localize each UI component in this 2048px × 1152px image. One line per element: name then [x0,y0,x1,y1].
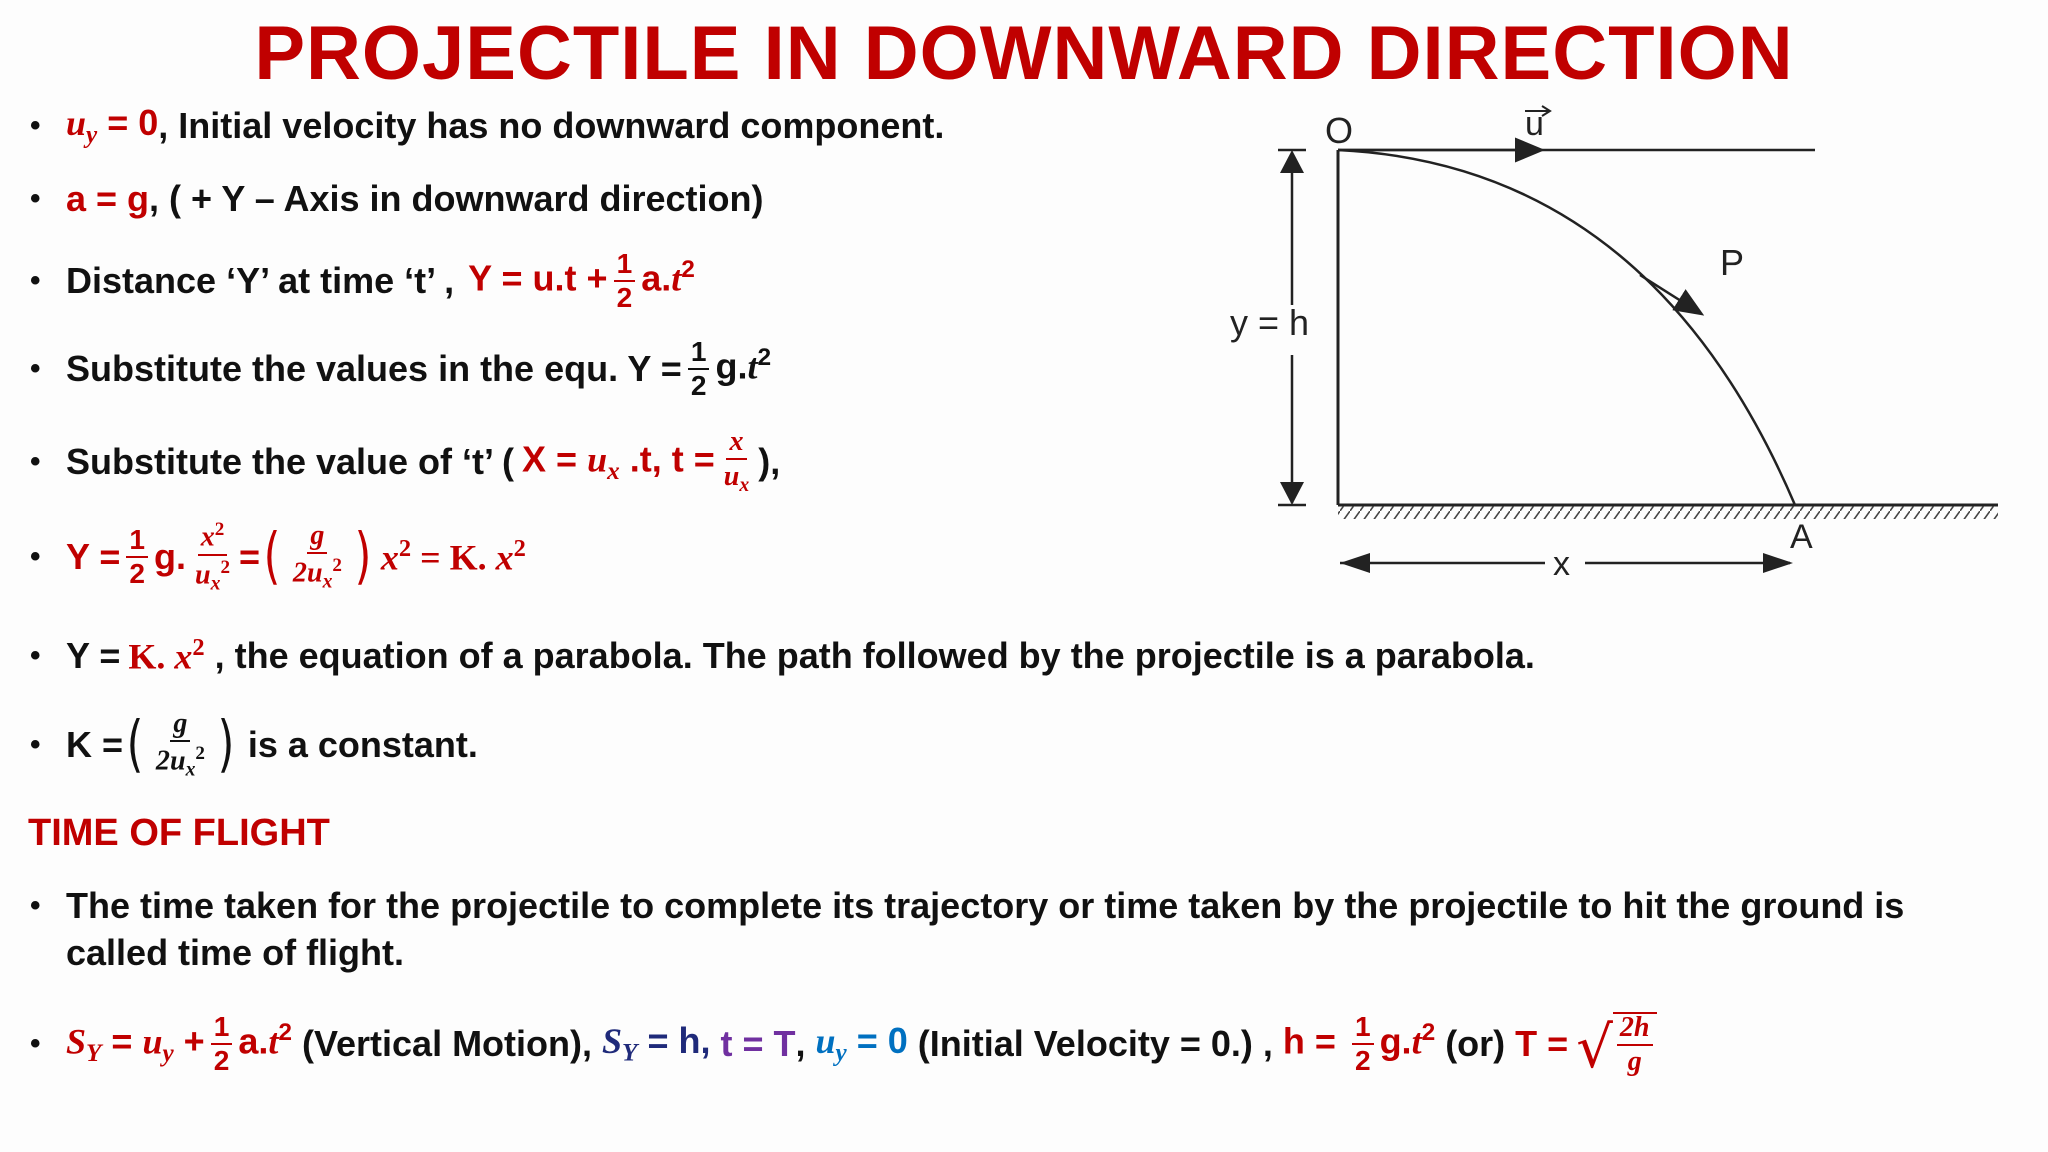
kx2: K. $x^2$ [128,634,205,677]
bullet-text: , the equation of a parabola. The path followed by the projectile is a parabola. [214,634,1535,676]
uy-zero-blue: $u_y = 0$ [815,1020,908,1067]
t-equals-T: t = T [720,1023,796,1065]
projectile-diagram [1200,105,2020,585]
bullet-distance [30,250,695,312]
bullet-icon: • [30,728,41,762]
trajectory-curve [1338,150,1795,505]
bullet-icon: • [30,539,41,573]
bullet-icon: • [30,182,41,215]
bullet-time-of-flight-formula: • $S_Y = u_y$ + $\frac{1}{2}$ $a.t^2$ (Vertical Motion), $S_Y = h$, t = T , $u_y = 0$ (Initial Velocity = 0.) , h = $\frac{1}{2}$ $g.t^2$ (or) T = √ $\frac{2h}{g}$ [30,1012,1657,1076]
section-heading: TIME OF FLIGHT [28,812,330,854]
T-equation: T = √ $\frac{2h}{g}$ [1515,1012,1656,1076]
page-title: PROJECTILE IN DOWNWARD DIRECTION [254,11,1794,96]
bullet-text: Substitute the value of ‘t’ ( [66,440,515,482]
bullet-icon: • [30,444,41,478]
bullet-icon: • [30,1027,41,1061]
t-equation: $X = u_x$ .t, t = $\frac{x}{u_x}$ [522,426,750,496]
y-label: Y = [66,634,121,676]
down-arrowhead [1280,482,1304,505]
label-u: u [1525,105,1544,143]
bullet-text: Substitute the values in the equ. Y = [66,348,682,390]
vertical-motion-text: (Vertical Motion), [291,1023,603,1065]
bullet-parabola [30,634,1535,677]
k-fraction: ( $\frac{g}{2u_x^2}$ ) [126,708,235,781]
ground-hatch [1338,506,1998,519]
bullet-substitute-t: • Substitute the value of ‘t’ ( $X = u_x$ .t, t = $\frac{x}{u_x}$ ), [30,426,781,496]
bullet-icon: • [30,638,41,672]
bullet-y-derivation [30,520,526,594]
sy-h: $S_Y = h$, [602,1020,721,1067]
trajectory-arrow [1640,275,1700,313]
bullet-acceleration [30,178,764,220]
h-equation: h = $\frac{1}{2}$ $g.t^2$ [1282,1011,1436,1077]
label-A: A [1790,518,1813,556]
y-equation: $\frac{1}{2}$ $g.t^2$ [682,338,771,400]
or-text: (or) [1435,1023,1516,1065]
distance-equation: Y = u.t + $\frac{1}{2}$ $a.t^2$ [468,248,695,314]
k-label: K = [66,724,124,766]
sy-equation: $S_Y = u_y$ + $\frac{1}{2}$ $a.t^2$ [66,1011,292,1077]
up-arrowhead [1280,150,1304,173]
bullet-constant [30,710,478,780]
time-of-flight-paragraph [30,882,2010,976]
label-y-h: y = h [1230,302,1310,343]
paragraph-text: The time taken for the projectile to complete its trajectory or time taken by the projectile to hit the ground is called time of flight. [66,885,1905,973]
bullet-text: , Initial velocity has no downward component. [158,104,945,146]
bullet-text: Distance ‘Y’ at time ‘t’ , [66,260,455,302]
label-x: x [1553,545,1570,583]
bullet-icon: • [30,889,41,922]
bullet-text: is a constant. [247,724,478,766]
bullet-icon: • [30,108,41,142]
label-P: P [1720,242,1745,283]
uy-zero: $u_y = 0$ [66,102,159,149]
a-equals-g: a = g [66,178,150,219]
bullet-icon: • [30,264,41,298]
bullet-text: , ( + Y – Axis in downward direction) [149,178,764,219]
bullet-icon: • [30,352,41,386]
bullet-substitute-values [30,338,771,400]
derivation-equation: Y = $\frac{1}{2}$ g. $\frac{x^2}{u_x^2}$ = ( $\frac{g}{2u_x^2}$ ) $x^2 = K$. $x^2$ [66,519,526,594]
label-O: O [1325,110,1354,151]
bullet-initial-velocity [30,102,944,150]
initial-velocity-text: (Initial Velocity = 0.) , [907,1023,1283,1065]
